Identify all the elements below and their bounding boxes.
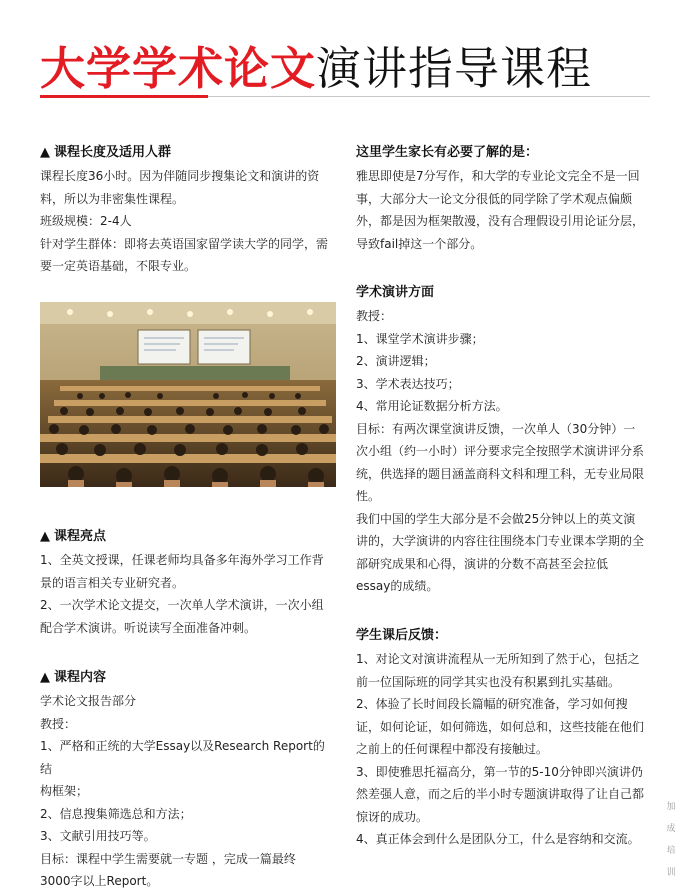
- paragraph-line: 3000字以上Report。: [40, 874, 159, 888]
- paragraph-line: 班级规模：2-4人: [40, 214, 132, 228]
- section-heading: 这里学生家长有必要了解的是：: [356, 145, 539, 160]
- section-parents-note: [356, 141, 652, 255]
- lecture-hall-photo: [40, 302, 336, 487]
- paragraph-line: essay的成绩。: [356, 579, 439, 593]
- paragraph-line: 次小组（约一小时）评分要求完全按照学术演讲评分系: [356, 444, 645, 458]
- paragraph-line: 3、学术表达技巧；: [356, 376, 460, 391]
- paragraph-line: 惊讶的成功。: [356, 809, 429, 824]
- paragraph-line: 景的语言相关专业研究者。: [40, 575, 185, 590]
- paragraph-line: 教授：: [356, 309, 393, 323]
- paragraph-line: 料，所以为非密集性课程。: [40, 191, 185, 206]
- paragraph-line: 外，都是因为框架散漫，没有合理假设引用论证分层，: [356, 214, 645, 228]
- paragraph-line: 课程长度36小时。因为伴随同步搜集论文和演讲的资: [40, 169, 320, 183]
- lecture-hall-illustration: [40, 302, 336, 487]
- paragraph-line: 构框架；: [40, 784, 89, 798]
- title-accent-bar: [40, 95, 208, 98]
- side-note: [664, 796, 678, 884]
- paragraph-line: 2、一次学术论文提交，一次单人学术演讲，一次小组: [40, 598, 324, 612]
- section-presentation: [356, 281, 652, 598]
- section-heading: ▲ 课程内容: [40, 666, 336, 690]
- paragraph-line: 针对学生群体：即将去英语国家留学读大学的同学，需: [40, 236, 329, 251]
- paragraph-line: 配合学术演讲。听说读写全面准备冲刺。: [40, 620, 257, 635]
- paragraph-line: 前一位国际班的同学其实也没有积累到扎实基础。: [356, 674, 621, 689]
- triangle-icon: ▲: [40, 670, 50, 685]
- page-title-bold: 大学学术论文: [40, 42, 317, 95]
- paragraph-line: 讲的，大学演讲的内容往往围绕本门专业课本学期的全: [356, 534, 645, 548]
- paragraph-line: 1、严格和正统的大学Essay以及Research Report的结: [40, 739, 325, 776]
- paragraph-line: 部研究成果和心得，演讲的分数不高甚至会拉低: [356, 556, 609, 571]
- paragraph-line: 雅思即使是7分写作，和大学的专业论文完全不是一回: [356, 169, 640, 183]
- paragraph-line: 然差强人意，而之后的半小时专题演讲取得了让自己都: [356, 787, 645, 801]
- page-title: [40, 34, 592, 104]
- paragraph-line: 3、文献引用技巧等。: [40, 829, 156, 843]
- paragraph-line: 要一定英语基础，不限专业。: [40, 259, 197, 273]
- paragraph-line: 之前上的任何课程中都没有接触过。: [356, 742, 549, 756]
- paragraph-line: 2、信息搜集筛选总和方法；: [40, 806, 192, 821]
- paragraph-line: 性。: [356, 489, 381, 503]
- side-note-char: 加: [666, 802, 676, 812]
- side-note-char: 成: [666, 824, 676, 834]
- paragraph-line: 3、即使雅思托福高分，第一节的5-10分钟即兴演讲仍: [356, 764, 643, 779]
- paragraph-line: 1、课堂学术演讲步骤；: [356, 331, 484, 346]
- side-note-char: 训: [666, 868, 676, 878]
- section-heading: 学生课后反馈：: [356, 628, 448, 643]
- paragraph-line: 目标：课程中学生需要就一专题 ，完成一篇最终: [40, 851, 296, 866]
- paragraph-line: 4、真正体会到什么是团队分工，什么是容纳和交流。: [356, 832, 640, 846]
- paragraph-line: 4、常用论证数据分析方法。: [356, 399, 508, 413]
- paragraph-line: 证，如何论证，如何筛选，如何总和，这些技能在他们: [356, 719, 645, 734]
- section-heading: ▲ 课程亮点: [40, 525, 336, 549]
- paragraph-line: 我们中国的学生大部分是不会做25分钟以上的英文演: [356, 511, 636, 526]
- section-heading: 学术演讲方面: [356, 285, 435, 300]
- section-heading: ▲ 课程长度及适用人群: [40, 141, 336, 165]
- section-student-feedback: [356, 624, 652, 851]
- paragraph-line: 导致fail掉这一个部分。: [356, 236, 483, 251]
- section-course-length: [40, 141, 336, 278]
- triangle-icon: ▲: [40, 145, 50, 160]
- paragraph-line: 统，供选择的题目涵盖商科文科和理工科，无专业局限: [356, 466, 645, 481]
- page-title-thin: 演讲指导课程: [316, 42, 593, 95]
- paragraph-line: 事，大部分大一论文分很低的同学除了学术观点偏颇: [356, 191, 633, 206]
- paragraph-line: 2、演讲逻辑；: [356, 354, 436, 368]
- paragraph-line: 2、体验了长时间段长篇幅的研究准备，学习如何搜: [356, 697, 628, 711]
- paragraph-line: 目标：有两次课堂演讲反馈，一次单人（30分钟）一: [356, 421, 636, 436]
- side-note-char: 培: [666, 846, 676, 856]
- paragraph-line: 学术论文报告部分: [40, 694, 137, 708]
- paragraph-line: 1、对论文对演讲流程从一无所知到了然于心，包括之: [356, 652, 640, 666]
- triangle-icon: ▲: [40, 529, 50, 544]
- section-highlights: [40, 525, 336, 639]
- paragraph-line: 教授：: [40, 716, 77, 731]
- paragraph-line: 1、全英文授课，任课老师均具备多年海外学习工作背: [40, 553, 324, 567]
- section-course-content: [40, 666, 336, 893]
